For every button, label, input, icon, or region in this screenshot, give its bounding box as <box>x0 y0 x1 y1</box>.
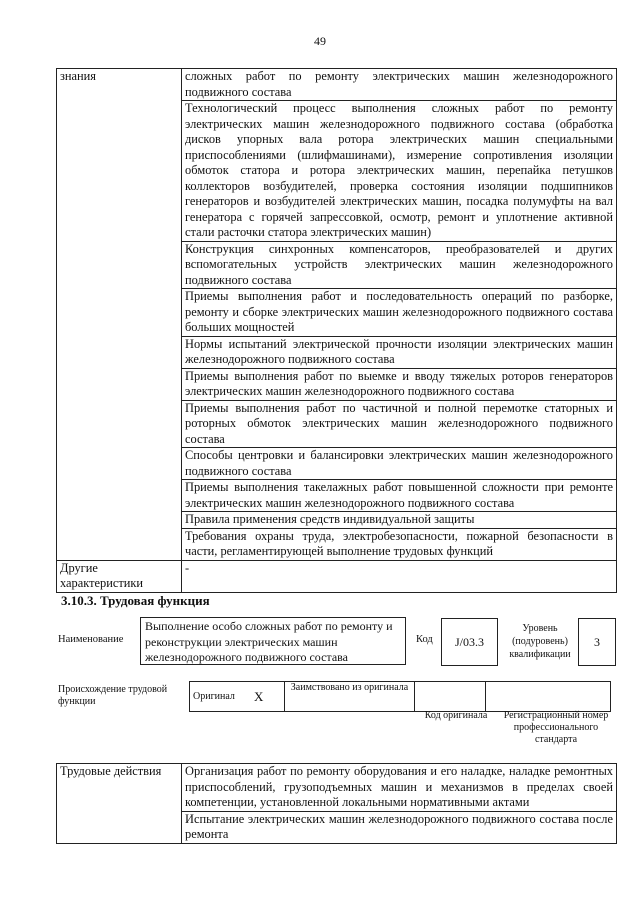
level-label: Уровень (подуровень) квалификации <box>509 623 571 660</box>
code-value: J/03.3 <box>441 618 498 666</box>
knowledge-item: сложных работ по ремонту электрических машин железнодорожного подвижного состава <box>182 69 617 101</box>
page-number: 49 <box>314 34 326 48</box>
knowledge-item: Требования охраны труда, электробезопасности, пожарной безопасности в части, регламентирующей выполнение трудовых функций <box>182 528 617 560</box>
origin-reg-cell <box>486 682 611 712</box>
name-value: Выполнение особо сложных работ по ремонту и реконструкции электрических машин железнодорожного подвижного состава <box>140 617 406 665</box>
origin-table <box>189 681 611 712</box>
origin-code-cell <box>415 682 486 712</box>
row-label-actions: Трудовые действия <box>57 764 182 844</box>
other-characteristics-value: - <box>182 560 617 592</box>
labor-actions-table <box>56 763 617 844</box>
original-label: Оригинал <box>190 682 252 712</box>
knowledge-item: Нормы испытаний электрической прочности изоляции электрических машин железнодорожного подвижного состава <box>182 336 617 368</box>
code-caption: Код оригинала <box>424 710 488 721</box>
knowledge-item: Технологический процесс выполнения сложных работ по ремонту электрических машин железнодорожного подвижного состава (обработка дисков упорных вала ротора электрических машин специальными приспособлениями (шлифмашинами), измерение сопротивления изоляции обмоток статора и ротора электрических машин, перепайка петушков коллекторов возбудителей, проверка состояния изоляции подшипников генераторов и возбудителей электрических машин, посадка полумуфты на вал генератора с горячей запрессовкой, осмотр, ремонт и уплотнение активной стали расточки статора электрических машин) <box>182 101 617 242</box>
knowledge-item: Правила применения средств индивидуальной защиты <box>182 512 617 529</box>
borrowed-label: Заимствовано из оригинала <box>285 682 415 712</box>
row-label-other: Другие характеристики <box>57 560 182 592</box>
knowledge-item: Приемы выполнения работ по выемке и вводу тяжелых роторов генераторов электрических машин железнодорожного подвижного состава <box>182 368 617 400</box>
knowledge-item: Приемы выполнения работ и последовательность операций по разборке, ремонту и сборке электрических машин железнодорожного подвижного состава больших мощностей <box>182 289 617 337</box>
knowledge-table <box>56 68 617 593</box>
name-label: Наименование <box>58 634 124 645</box>
action-item: Организация работ по ремонту оборудования и его наладке, наладке ремонтных приспособлений, грузоподъемных машин и механизмов в пределах своей компетенции, установленной локальными нормативными актами <box>182 764 617 812</box>
section-title: 3.10.3. Трудовая функция <box>61 593 210 608</box>
knowledge-item: Конструкция синхронных компенсаторов, преобразователей и других вспомогательных устройств электрических машин железнодорожного подвижного состава <box>182 241 617 289</box>
original-mark: X <box>251 682 285 712</box>
origin-label: Происхождение трудовой функции <box>58 684 168 707</box>
knowledge-item: Приемы выполнения работ по частичной и полной перемотке статорных и роторных обмоток электрических машин железнодорожного подвижного состава <box>182 400 617 448</box>
reg-caption: Регистрационный номер профессионального стандарта <box>503 710 609 745</box>
action-item: Испытание электрических машин железнодорожного подвижного состава после ремонта <box>182 811 617 843</box>
row-label-knowledge: знания <box>57 69 182 561</box>
knowledge-item: Способы центровки и балансировки электрических машин железнодорожного подвижного состава <box>182 448 617 480</box>
knowledge-item: Приемы выполнения такелажных работ повышенной сложности при ремонте электрических машин железнодорожного подвижного состава <box>182 480 617 512</box>
code-label: Код <box>416 634 433 645</box>
level-value: 3 <box>578 618 616 666</box>
